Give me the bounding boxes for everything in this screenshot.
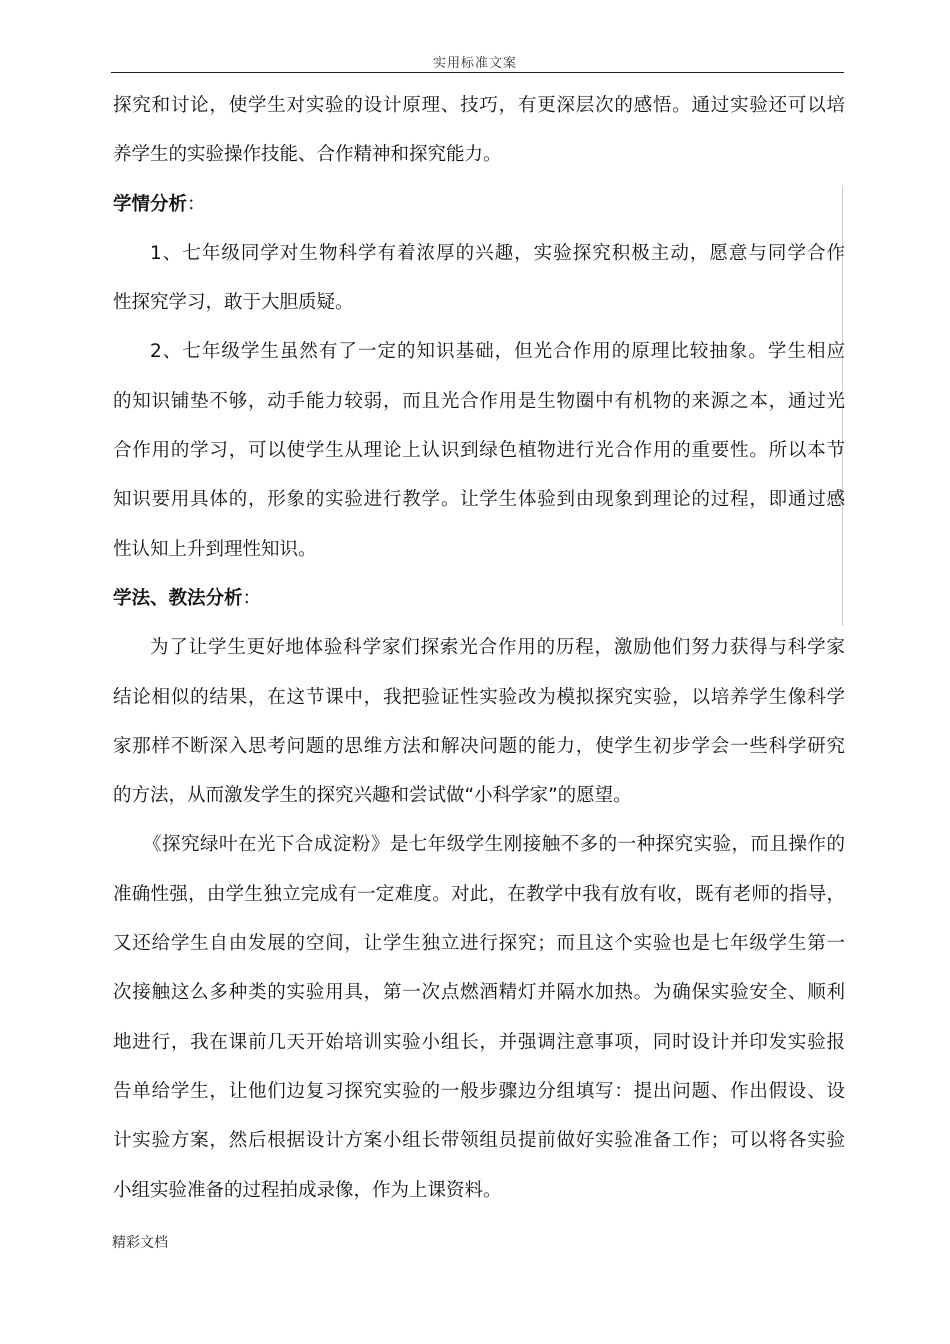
body-line: 结论相似的结果，在这节课中，我把验证性实验改为模拟探究实验，以培养学生像科学 xyxy=(113,686,845,708)
body-line: 计实验方案，然后根据设计方案小组长带领组员提前做好实验准备工作；可以将各实验 xyxy=(113,1130,845,1152)
body-line: 地进行，我在课前几天开始培训实验小组长，并强调注意事项，同时设计并印发实验报 xyxy=(113,1031,845,1053)
section-heading-learner-analysis xyxy=(113,180,845,229)
body-line: 养学生的实验操作技能、合作精神和探究能力。 xyxy=(113,144,502,166)
page-footer: 精彩文档 xyxy=(112,1235,168,1251)
page-header: 实用标准文案 xyxy=(432,56,517,71)
heading-colon: ： xyxy=(242,587,262,609)
body-line: 性探究学习，敢于大胆质疑。 xyxy=(113,292,354,314)
section-heading-method-analysis xyxy=(113,574,845,623)
body-line: 探究和讨论，使学生对实验的设计原理、技巧，有更深层次的感悟。通过实验还可以培 xyxy=(113,95,845,116)
body-line: 又还给学生自由发展的空间，让学生独立进行探究；而且这个实验也是七年级学生第一 xyxy=(113,933,845,955)
body-line: 告单给学生，让他们边复习探究实验的一般步骤边分组填写：提出问题、作出假设、设 xyxy=(113,1080,845,1102)
body-line: 次接触这么多种类的实验用具，第一次点燃酒精灯并隔水加热。为确保实验安全、顺利 xyxy=(113,982,845,1004)
body-line: 为了让学生更好地体验科学家们探索光合作用的历程，激励他们努力获得与科学家 xyxy=(150,637,845,659)
body-line: 合作用的学习，可以使学生从理论上认识到绿色植物进行光合作用的重要性。所以本节 xyxy=(113,440,845,462)
header-rule xyxy=(111,72,844,73)
body-line: 的知识铺垫不够，动手能力较弱，而且光合作用是生物圈中有机物的来源之本，通过光 xyxy=(113,390,845,412)
body-line: 的方法，从而激发学生的探究兴趣和尝试做“小科学家”的愿望。 xyxy=(113,785,632,807)
document-body xyxy=(113,81,845,1215)
heading-text: 学法、教法分析 xyxy=(113,587,243,609)
body-line: 1、七年级同学对生物科学有着浓厚的兴趣，实验探究积极主动，愿意与同学合作 xyxy=(150,242,845,264)
body-line: 知识要用具体的，形象的实验进行教学。让学生体验到由现象到理论的过程，即通过感 xyxy=(113,489,845,511)
body-line: 《探究绿叶在光下合成淀粉》是七年级学生刚接触不多的一种探究实验，而且操作的 xyxy=(143,834,845,856)
body-line: 2、七年级学生虽然有了一定的知识基础，但光合作用的原理比较抽象。学生相应 xyxy=(150,341,845,363)
body-line: 准确性强，由学生独立完成有一定难度。对此，在教学中我有放有收，既有老师的指导， xyxy=(113,883,845,905)
heading-text: 学情分析 xyxy=(113,193,188,215)
heading-colon: ： xyxy=(187,193,206,215)
body-line: 小组实验准备的过程拍成录像，作为上课资料。 xyxy=(113,1179,502,1201)
body-line: 性认知上升到理性知识。 xyxy=(113,538,317,560)
body-line: 家那样不断深入思考问题的思维方法和解决问题的能力，使学生初步学会一些科学研究 xyxy=(113,735,845,757)
